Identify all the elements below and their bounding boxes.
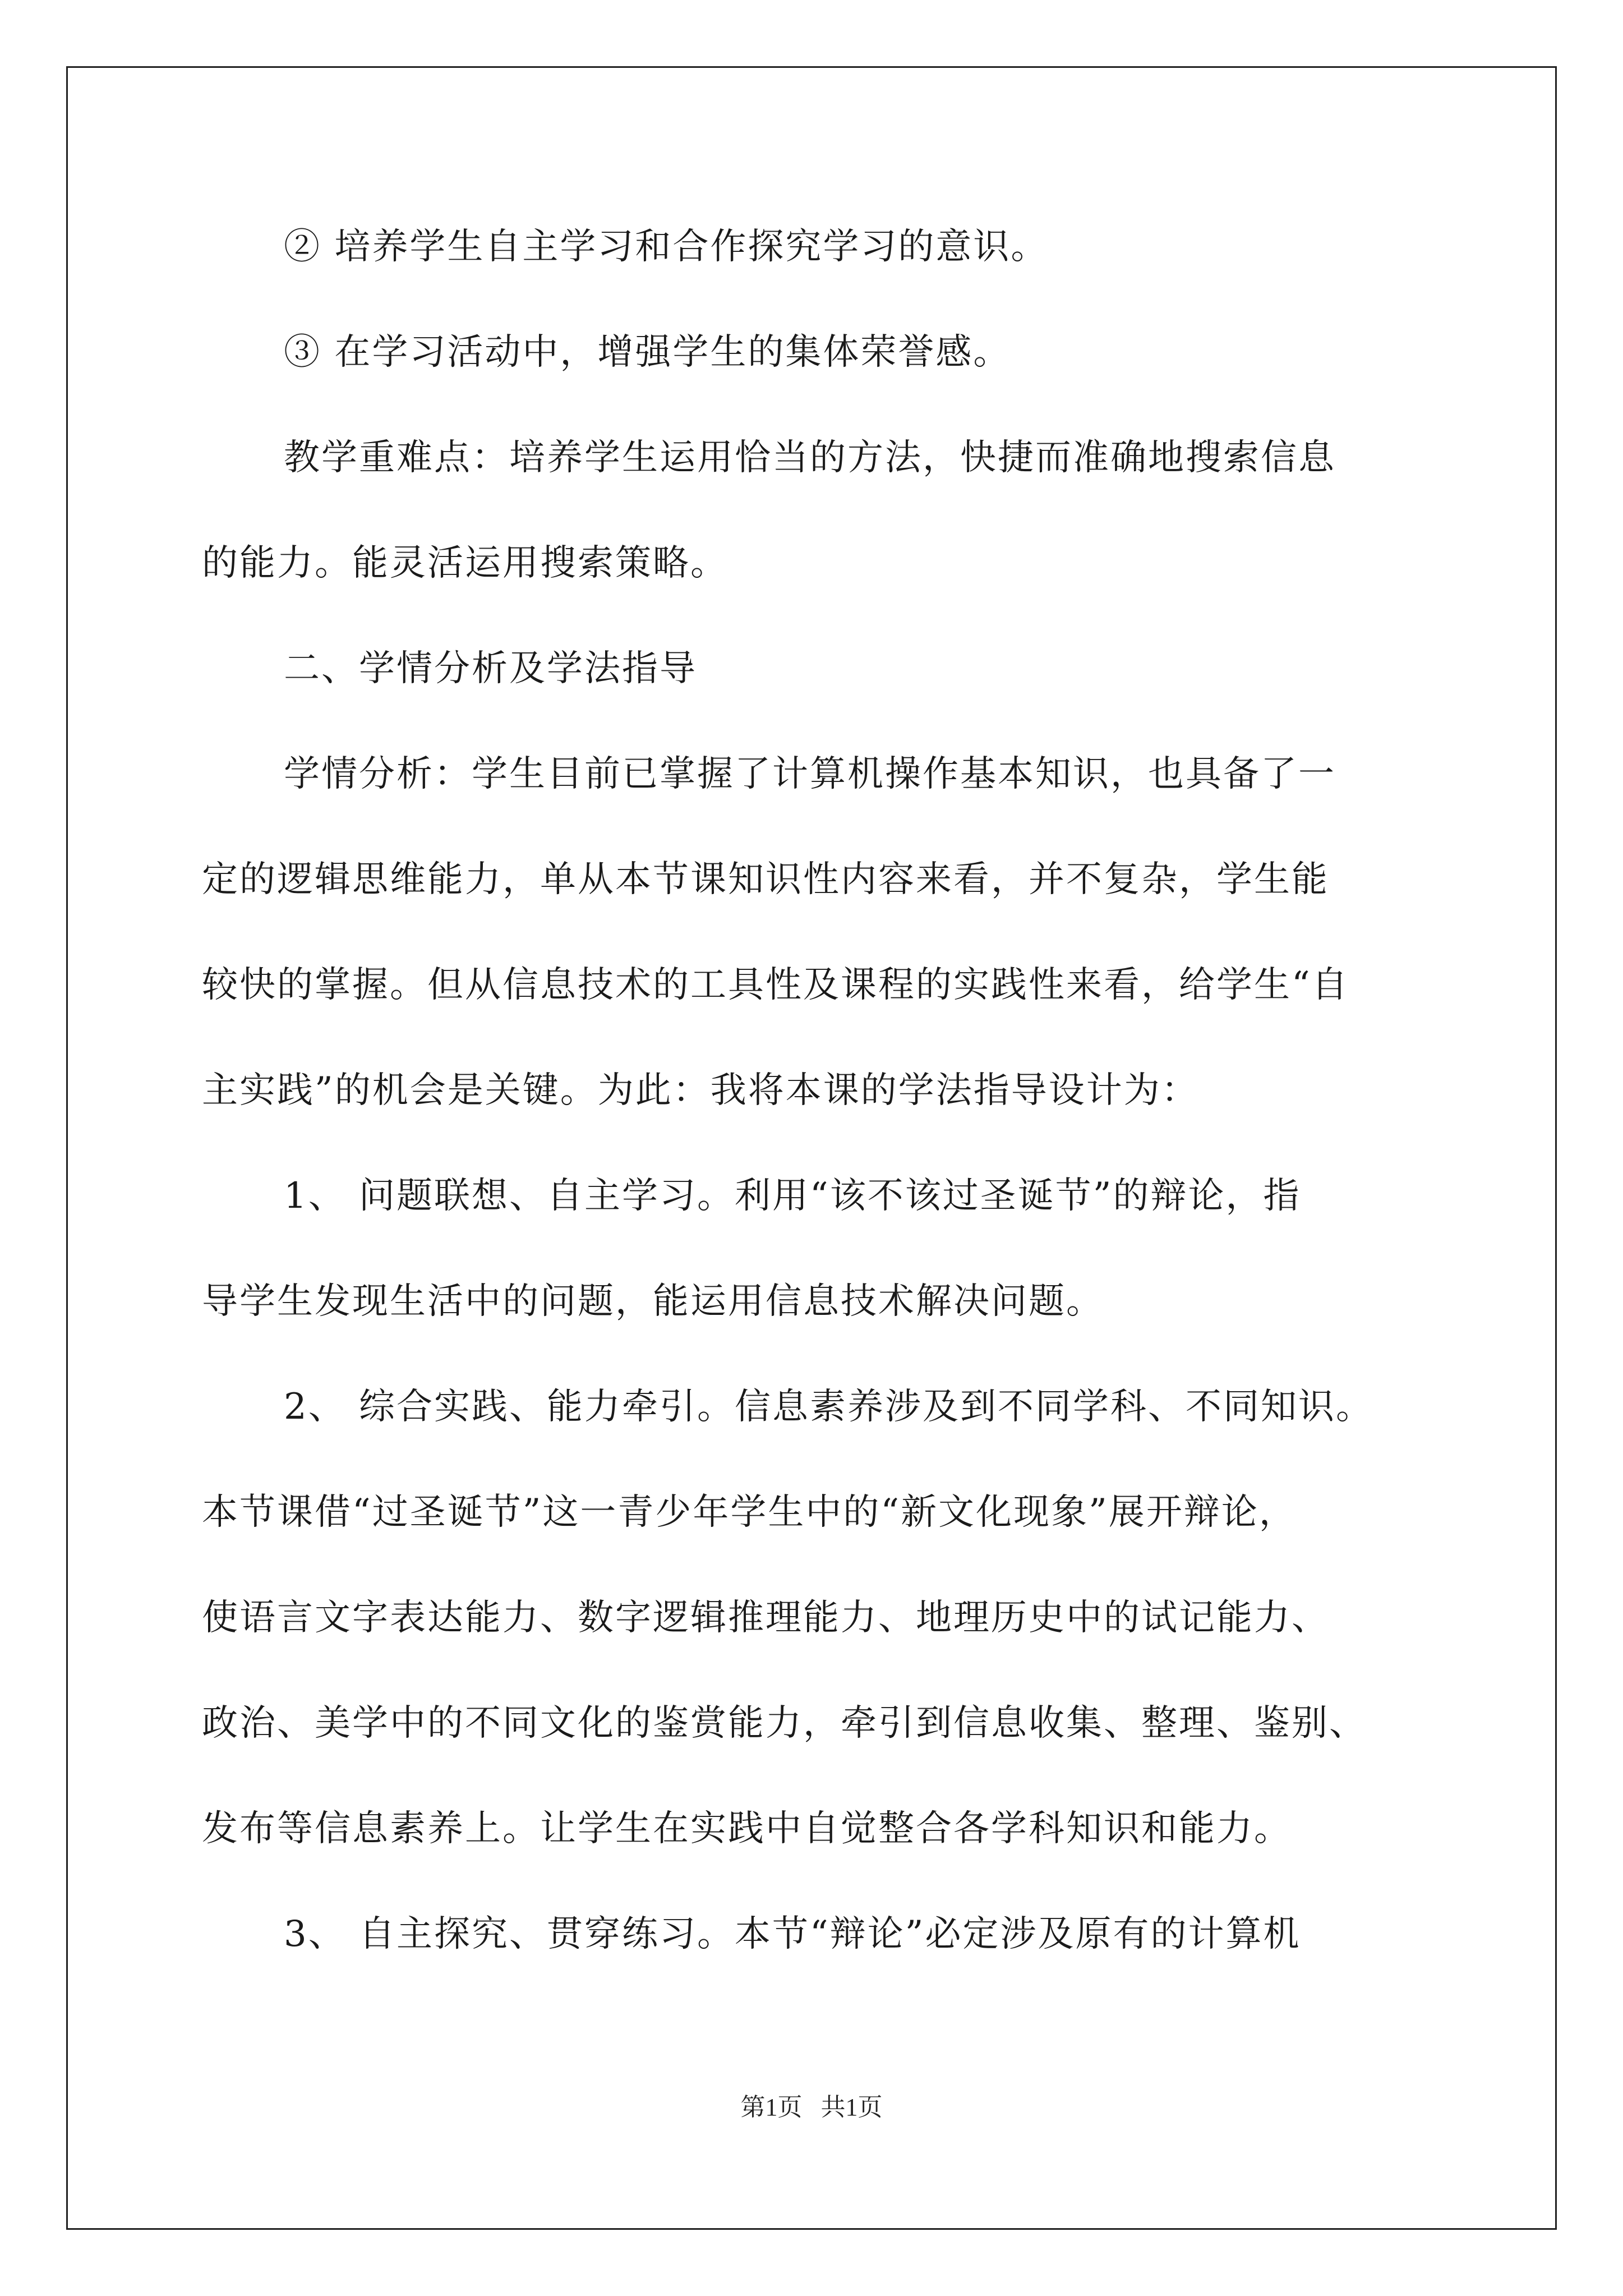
paragraph-line: ③ 在学习活动中，增强学生的集体荣誉感。	[284, 332, 1011, 373]
paragraph-line: 发布等信息素养上。让学生在实践中自觉整合各学科知识和能力。	[202, 1808, 1292, 1849]
paragraph-line: ② 培养学生自主学习和合作探究学习的意识。	[284, 226, 1049, 268]
paragraph-line: 学情分析：学生目前已掌握了计算机操作基本知识，也具备了一	[284, 753, 1336, 795]
paragraph-line: 本节课借“过圣诞节”这一青少年学生中的“新文化现象”展开辩论，	[202, 1492, 1297, 1533]
paragraph-line: 1、 问题联想、自主学习。利用“该不该过圣诞节”的辩论，指	[284, 1175, 1301, 1217]
paragraph-line: 3、 自主探究、贯穿练习。本节“辩论”必定涉及原有的计算机	[284, 1913, 1301, 1955]
section-heading: 二、学情分析及学法指导	[284, 648, 697, 689]
paragraph-line: 教学重难点：培养学生运用恰当的方法，快捷而准确地搜索信息	[284, 437, 1336, 478]
paragraph-line: 政治、美学中的不同文化的鉴赏能力，牵引到信息收集、整理、鉴别、	[202, 1703, 1367, 1744]
page-border	[66, 66, 1557, 2230]
page-number-footer: 第1页 共1页	[740, 2093, 883, 2121]
paragraph-line: 定的逻辑思维能力，单从本节课知识性内容来看，并不复杂，学生能	[202, 859, 1329, 900]
paragraph-line: 主实践”的机会是关键。为此：我将本课的学法指导设计为：	[202, 1070, 1199, 1111]
paragraph-line: 导学生发现生活中的问题，能运用信息技术解决问题。	[202, 1281, 1104, 1322]
paragraph-line: 的能力。能灵活运用搜索策略。	[202, 542, 728, 584]
paragraph-line: 使语言文字表达能力、数字逻辑推理能力、地理历史中的试记能力、	[202, 1597, 1329, 1639]
paragraph-line: 较快的掌握。但从信息技术的工具性及课程的实践性来看，给学生“自	[202, 964, 1349, 1006]
paragraph-line: 2、 综合实践、能力牵引。信息素养涉及到不同学科、不同知识。	[284, 1386, 1374, 1428]
